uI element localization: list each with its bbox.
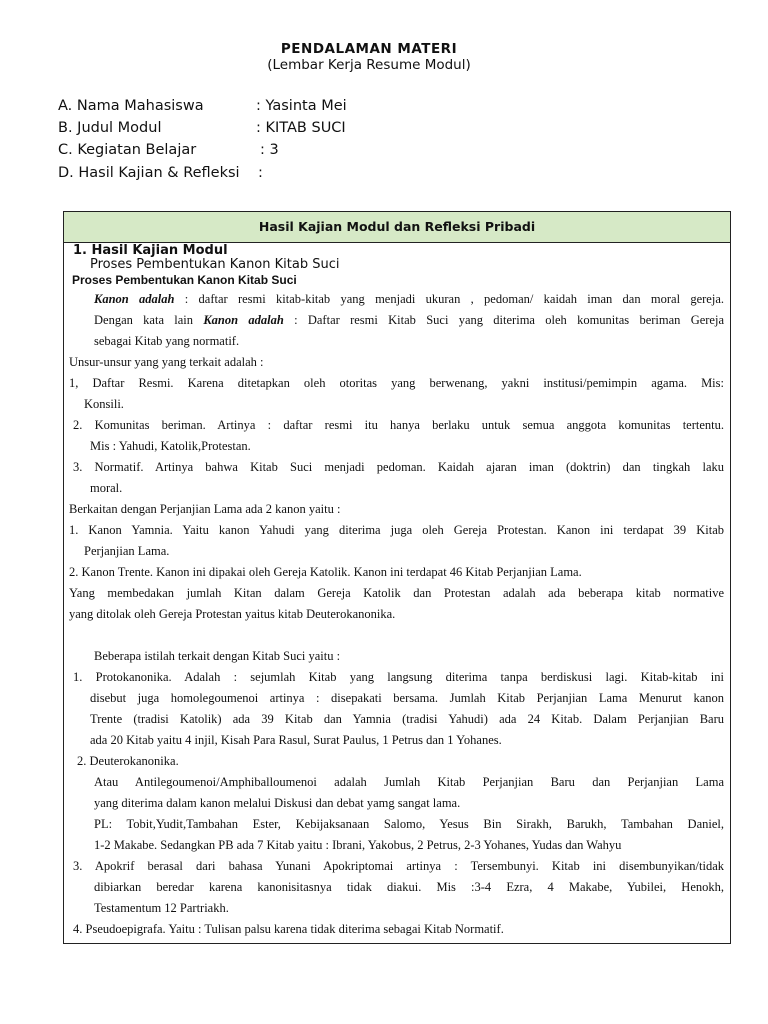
body-line: Kanon adalah : daftar resmi kitab-kitab yang menjadi ukuran , pedoman/ kaidah iman dan moral gereja. — [94, 292, 724, 306]
body-line: dibiarkan beredar karena kanonisitasnya tidak diakui. Mis :3-4 Ezra, 4 Makabe, Yubilei, Henokh, — [94, 880, 724, 894]
body-line: 2. Deuterokanonika. — [77, 754, 179, 768]
body-line: Berkaitan dengan Perjanjian Lama ada 2 kanon yaitu : — [69, 502, 341, 516]
body-line: moral. — [90, 481, 123, 495]
section-subtitle: Proses Pembentukan Kanon Kitab Suci — [90, 257, 340, 272]
body-line: Perjanjian Lama. — [84, 544, 170, 558]
body-line: Dengan kata lain Kanon adalah : Daftar resmi Kitab Suci yang diterima oleh komunitas beriman Gereja — [94, 313, 724, 327]
body-line: disebut juga homolegoumenoi artinya : disepakati bersama. Jumlah Kitab Perjanjian Lama Menurut kanon — [90, 691, 724, 705]
body-line: 1, Daftar Resmi. Karena ditetapkan oleh otoritas yang berwenang, yakni institusi/pemimpin agama. Mis: — [69, 376, 724, 390]
field-label: B. Judul Modul — [58, 120, 162, 136]
body-line: Atau Antilegoumenoi/Amphiballoumenoi adalah Jumlah Kitab Perjanjian Baru dan Perjanjian Lama — [94, 775, 724, 789]
field-value: : Yasinta Mei — [256, 98, 347, 114]
section-title: 1. Hasil Kajian Modul — [73, 243, 228, 258]
body-line: yang diterima dalam kanon melalui Diskusi dan debat yamg sangat lama. — [94, 796, 461, 810]
field-label: D. Hasil Kajian & Refleksi — [58, 165, 240, 181]
body-line: sebagai Kitab yang normatif. — [94, 334, 240, 348]
result-table-header: Hasil Kajian Modul dan Refleksi Pribadi — [64, 212, 730, 243]
body-line: Yang membedakan jumlah Kitan dalam Gereja Katolik dan Protestan adalah ada beberapa kitab normative — [69, 586, 724, 600]
body-line: 2. Kanon Trente. Kanon ini dipakai oleh Gereja Katolik. Kanon ini terdapat 46 Kitab Perjanjian Lama. — [69, 565, 582, 579]
result-table — [63, 211, 731, 944]
term-kanon: Kanon adalah — [203, 313, 284, 327]
body-line: Testamentum 12 Partriakh. — [94, 901, 229, 915]
field-value: : 3 — [260, 142, 279, 158]
body-line: PL: Tobit,Yudit,Tambahan Ester, Kebijaksanaan Salomo, Yesus Bin Sirakh, Barukh, Tambahan Daniel, — [94, 817, 724, 831]
body-line: 3. Normatif. Artinya bahwa Kitab Suci menjadi pedoman. Kaidah ajaran iman (doktrin) dan tingkah laku — [73, 460, 724, 474]
body-line: 1. Kanon Yamnia. Yaitu kanon Yahudi yang diterima juga oleh Gereja Protestan. Kanon ini terdapat 39 Kitab — [69, 523, 724, 537]
field-label: A. Nama Mahasiswa — [58, 98, 204, 114]
body-line: 4. Pseudoepigrafa. Yaitu : Tulisan palsu karena tidak diterima sebagai Kitab Normatif. — [73, 922, 504, 936]
page-title: PENDALAMAN MATERI — [280, 41, 458, 57]
body-line: Unsur-unsur yang yang terkait adalah : — [69, 355, 264, 369]
section-subtitle-bold: Proses Pembentukan Kanon Kitab Suci — [72, 273, 297, 287]
page-subtitle: (Lembar Kerja Resume Modul) — [267, 57, 471, 73]
term-kanon: Kanon adalah — [94, 292, 175, 306]
field-value: : — [258, 165, 263, 181]
body-line: Konsili. — [84, 397, 124, 411]
body-line: ada 20 Kitab yaitu 4 injil, Kisah Para Rasul, Surat Paulus, 1 Petrus dan 1 Yohanes. — [90, 733, 502, 747]
body-line: 1. Protokanonika. Adalah : sejumlah Kitab yang langsung diterima tanpa berdiskusi lagi. Kitab-kitab ini — [73, 670, 724, 684]
field-label: C. Kegiatan Belajar — [58, 142, 197, 158]
body-line: 3. Apokrif berasal dari bahasa Yunani Apokriptomai artinya : Tersembunyi. Kitab ini disembunyikan/tidak — [73, 859, 724, 873]
body-line: yang ditolak oleh Gereja Protestan yaitus kitab Deuterokanonika. — [69, 607, 396, 621]
body-line: 1-2 Makabe. Sedangkan PB ada 7 Kitab yaitu : Ibrani, Yakobus, 2 Petrus, 2-3 Yohanes, Yudas dan Wahyu — [94, 838, 622, 852]
body-line: Trente (tradisi Katolik) ada 39 Kitab dan Yamnia (tradisi Yahudi) ada 24 Kitab. Dalam Perjanjian Baru — [90, 712, 724, 726]
body-line: 2. Komunitas beriman. Artinya : daftar resmi itu hanya berlaku untuk semua anggota komunitas tertentu. — [73, 418, 724, 432]
field-value: : KITAB SUCI — [256, 120, 346, 136]
body-line: Mis : Yahudi, Katolik,Protestan. — [90, 439, 251, 453]
body-line: Beberapa istilah terkait dengan Kitab Suci yaitu : — [94, 649, 341, 663]
